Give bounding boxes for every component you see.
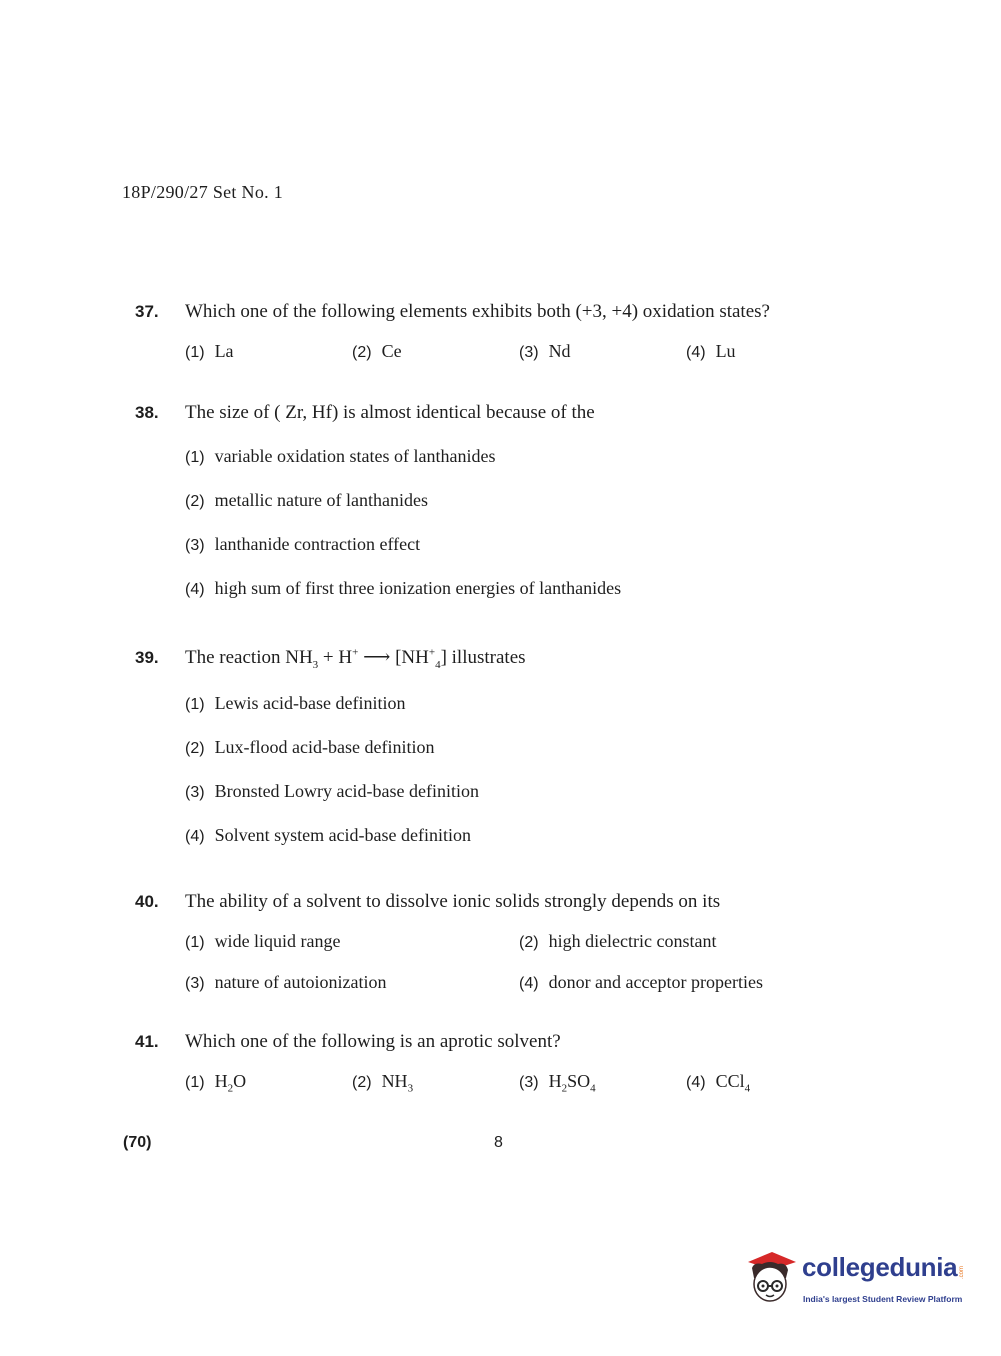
question-text: Which one of the following is an aprotic solvent? xyxy=(185,1031,561,1052)
option-3: (3) nature of autoionization xyxy=(185,972,387,992)
option-3: (3) $H_2SO_4$ xyxy=(519,1071,596,1095)
collegedunia-logo xyxy=(742,1248,972,1318)
option-4: (4) CCl$_4$ xyxy=(686,1071,751,1095)
option-4: (4) donor and acceptor properties xyxy=(519,972,763,992)
question-37 xyxy=(135,301,855,362)
student-mascot-icon xyxy=(742,1248,800,1310)
option-2: (2) high dielectric constant xyxy=(519,931,717,951)
logo-com: .com xyxy=(959,1266,965,1280)
question-text: The size of ( Zr, Hf) is almost identical because of the xyxy=(185,402,595,423)
question-number: 38. xyxy=(135,403,159,422)
option-3: (3) lanthanide contraction effect xyxy=(185,534,421,554)
question-40 xyxy=(135,891,855,993)
question-number: 39. xyxy=(135,648,159,667)
page-number: 8 xyxy=(494,1134,503,1151)
set-header: 18P/290/27 Set No. 1 xyxy=(122,182,284,202)
option-1: (1) La xyxy=(185,341,234,361)
arrow-icon: ⟶ xyxy=(358,647,396,668)
option-2: (2) metallic nature of lanthanides xyxy=(185,490,428,510)
option-3: (3) Nd xyxy=(519,341,571,361)
question-38 xyxy=(135,402,855,622)
option-1: (1) variable oxidation states of lanthanides xyxy=(185,446,496,466)
option-4: (4) high sum of first three ionization energies of lanthanides xyxy=(185,578,622,598)
question-text: The ability of a solvent to dissolve ionic solids strongly depends on its xyxy=(185,891,721,912)
question-number: 40. xyxy=(135,892,159,911)
question-text: The reaction $NH_3 + H^+$ ⟶ $[NH^+_4]$ illustrates xyxy=(185,646,526,671)
option-3: (3) Bronsted Lowry acid-base definition xyxy=(185,780,479,801)
option-2: (2) Ce xyxy=(352,341,402,361)
question-number: 41. xyxy=(135,1032,159,1051)
question-number: 37. xyxy=(135,302,159,321)
option-1: (1) wide liquid range xyxy=(185,931,341,951)
option-2: (2) Lux-flood acid-base definition xyxy=(185,736,435,757)
option-2: (2) $NH_3$ xyxy=(352,1071,414,1095)
question-39 xyxy=(135,646,855,869)
option-1: (1) $H_2O$ xyxy=(185,1071,247,1095)
option-4: (4) Lu xyxy=(686,341,736,361)
question-text: Which one of the following elements exhibits both (+3, +4) oxidation states? xyxy=(185,301,770,322)
option-1: (1) Lewis acid-base definition xyxy=(185,692,406,713)
paper-code: (70) xyxy=(123,1134,152,1151)
question-41 xyxy=(135,1031,855,1095)
logo-wordmark: collegedunia xyxy=(802,1252,958,1282)
logo-tagline: India's largest Student Review Platform xyxy=(803,1294,963,1304)
option-4: (4) Solvent system acid-base definition xyxy=(185,824,472,845)
